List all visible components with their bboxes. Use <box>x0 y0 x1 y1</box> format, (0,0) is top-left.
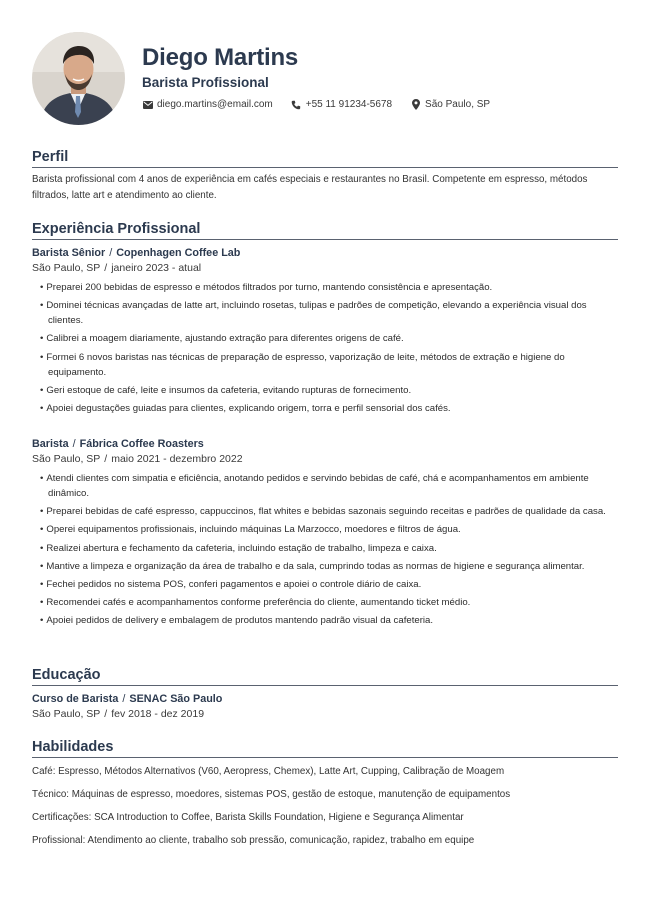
phone-icon <box>291 99 302 110</box>
section-experience <box>32 220 618 631</box>
bullet-item: • Recomendei cafés e acompanhamentos conforme preferência do cliente, aumentando ticket médio. <box>32 595 618 610</box>
education-title: Curso de Barista / SENAC São Paulo <box>32 693 223 705</box>
job-location: São Paulo, SP <box>32 452 101 465</box>
skill-line: Certificações: SCA Introduction to Coffee, Barista Skills Foundation, Higiene e Segurança Alimentar <box>32 812 464 823</box>
candidate-name: Diego Martins <box>142 44 299 71</box>
bullet-item: • Calibrei a moagem diariamente, ajustando extração para diferentes origens de café. <box>32 331 618 346</box>
job-meta: São Paulo, SP / maio 2021 - dezembro 2022 <box>32 452 243 465</box>
section-education <box>32 666 618 722</box>
resume-header <box>32 32 618 128</box>
job-company: Copenhagen Coffee Lab <box>116 247 241 259</box>
skill-line: Profissional: Atendimento ao cliente, trabalho sob pressão, comunicação, rapidez, trabalho em equipe <box>32 835 475 846</box>
job-meta: São Paulo, SP / janeiro 2023 - atual <box>32 262 202 274</box>
education-location: São Paulo, SP <box>32 708 101 720</box>
bullet-item: • Mantive a limpeza e organização da área de trabalho e da sala, cumprindo todas as normas de higiene e segurança alimentar. <box>32 559 618 574</box>
job-bullets <box>32 280 618 416</box>
job-dates: maio 2021 - dezembro 2022 <box>111 452 243 465</box>
bullet-item: • Preparei bebidas de café espresso, cappuccinos, flat whites e bebidas sazonais seguindo receitas e padrões de qualidade da casa. <box>32 504 618 519</box>
job-company: Fábrica Coffee Roasters <box>79 437 204 450</box>
bullet-item: • Formei 6 novos baristas nas técnicas de preparação de espresso, vaporização de leite, métodos de extração e higiene do equipamento. <box>32 350 618 380</box>
bullet-item: • Realizei abertura e fechamento da cafeteria, incluindo estação de trabalho, limpeza e caixa. <box>32 541 618 556</box>
job-position: Barista Sênior <box>32 247 106 259</box>
job-entry <box>32 245 618 416</box>
bullet-item: • Dominei técnicas avançadas de latte art, incluindo rosetas, tulipas e padrões de competição, elevando a experiência visual dos clientes. <box>32 298 618 328</box>
job-title: Barista / Fábrica Coffee Roasters <box>32 437 204 450</box>
bullet-item: • Atendi clientes com simpatia e eficiência, anotando pedidos e servindo bebidas de café, chá e acompanhamentos em ambiente dinâmico. <box>32 471 618 501</box>
section-skills <box>32 738 618 848</box>
education-meta: São Paulo, SP / fev 2018 - dez 2019 <box>32 708 205 720</box>
email-icon <box>142 99 153 110</box>
bullet-item: • Geri estoque de café, leite e insumos da cafeteria, evitando rupturas de fornecimento. <box>32 383 618 398</box>
job-location: São Paulo, SP <box>32 262 101 274</box>
education-course: Curso de Barista <box>32 693 119 705</box>
job-dates: janeiro 2023 - atual <box>111 262 202 274</box>
profile-photo <box>32 32 125 125</box>
bullet-item: • Preparei 200 bebidas de espresso e métodos filtrados por turno, mantendo consistência e apresentação. <box>32 280 618 295</box>
skill-line: Técnico: Máquinas de espresso, moedores, sistemas POS, gestão de estoque, manutenção de equipamentos <box>32 789 511 800</box>
contact-email[interactable] <box>142 99 273 110</box>
job-title: Barista Sênior / Copenhagen Coffee Lab <box>32 247 241 259</box>
skills-list <box>32 764 618 848</box>
perfil-text: Barista profissional com 4 anos de experiência em cafés especiais e restaurantes no Brasil. Competente em espresso, métodos filtrados, latte art e atendimento ao cliente. <box>32 174 588 201</box>
contact-location <box>410 99 490 110</box>
bullet-item: • Apoiei pedidos de delivery e embalagem de produtos mantendo padrão visual da cafeteria. <box>32 613 618 628</box>
education-school: SENAC São Paulo <box>129 693 223 705</box>
bullet-item: • Apoiei degustações guiadas para clientes, explicando origem, torra e perfil sensorial dos cafés. <box>32 401 618 416</box>
education-entry <box>32 691 618 722</box>
location-text: São Paulo, SP <box>425 99 491 110</box>
section-title-skills: Habilidades <box>32 738 618 758</box>
email-text: diego.martins@email.com <box>157 99 273 110</box>
section-perfil <box>32 148 618 203</box>
job-bullets <box>32 471 618 628</box>
bullet-item: • Operei equipamentos profissionais, incluindo máquinas La Marzocco, moedores e filtros de água. <box>32 522 618 537</box>
section-title-education: Educação <box>32 666 618 686</box>
contact-phone[interactable] <box>291 99 392 110</box>
contact-row <box>142 99 508 110</box>
candidate-role: Barista Profissional <box>142 75 269 90</box>
location-pin-icon <box>410 99 421 110</box>
skill-line: Café: Espresso, Métodos Alternativos (V60, Aeropress, Chemex), Latte Art, Cupping, Calibração de Moagem <box>32 766 505 777</box>
section-title-experience: Experiência Profissional <box>32 220 618 240</box>
section-title-perfil: Perfil <box>32 148 618 168</box>
job-position: Barista <box>32 437 69 450</box>
job-entry <box>32 436 618 628</box>
education-dates: fev 2018 - dez 2019 <box>111 708 205 720</box>
bullet-item: • Fechei pedidos no sistema POS, conferi pagamentos e apoiei o controle diário de caixa. <box>32 577 618 592</box>
resume-page <box>32 32 618 846</box>
phone-text: +55 11 91234-5678 <box>305 99 393 110</box>
